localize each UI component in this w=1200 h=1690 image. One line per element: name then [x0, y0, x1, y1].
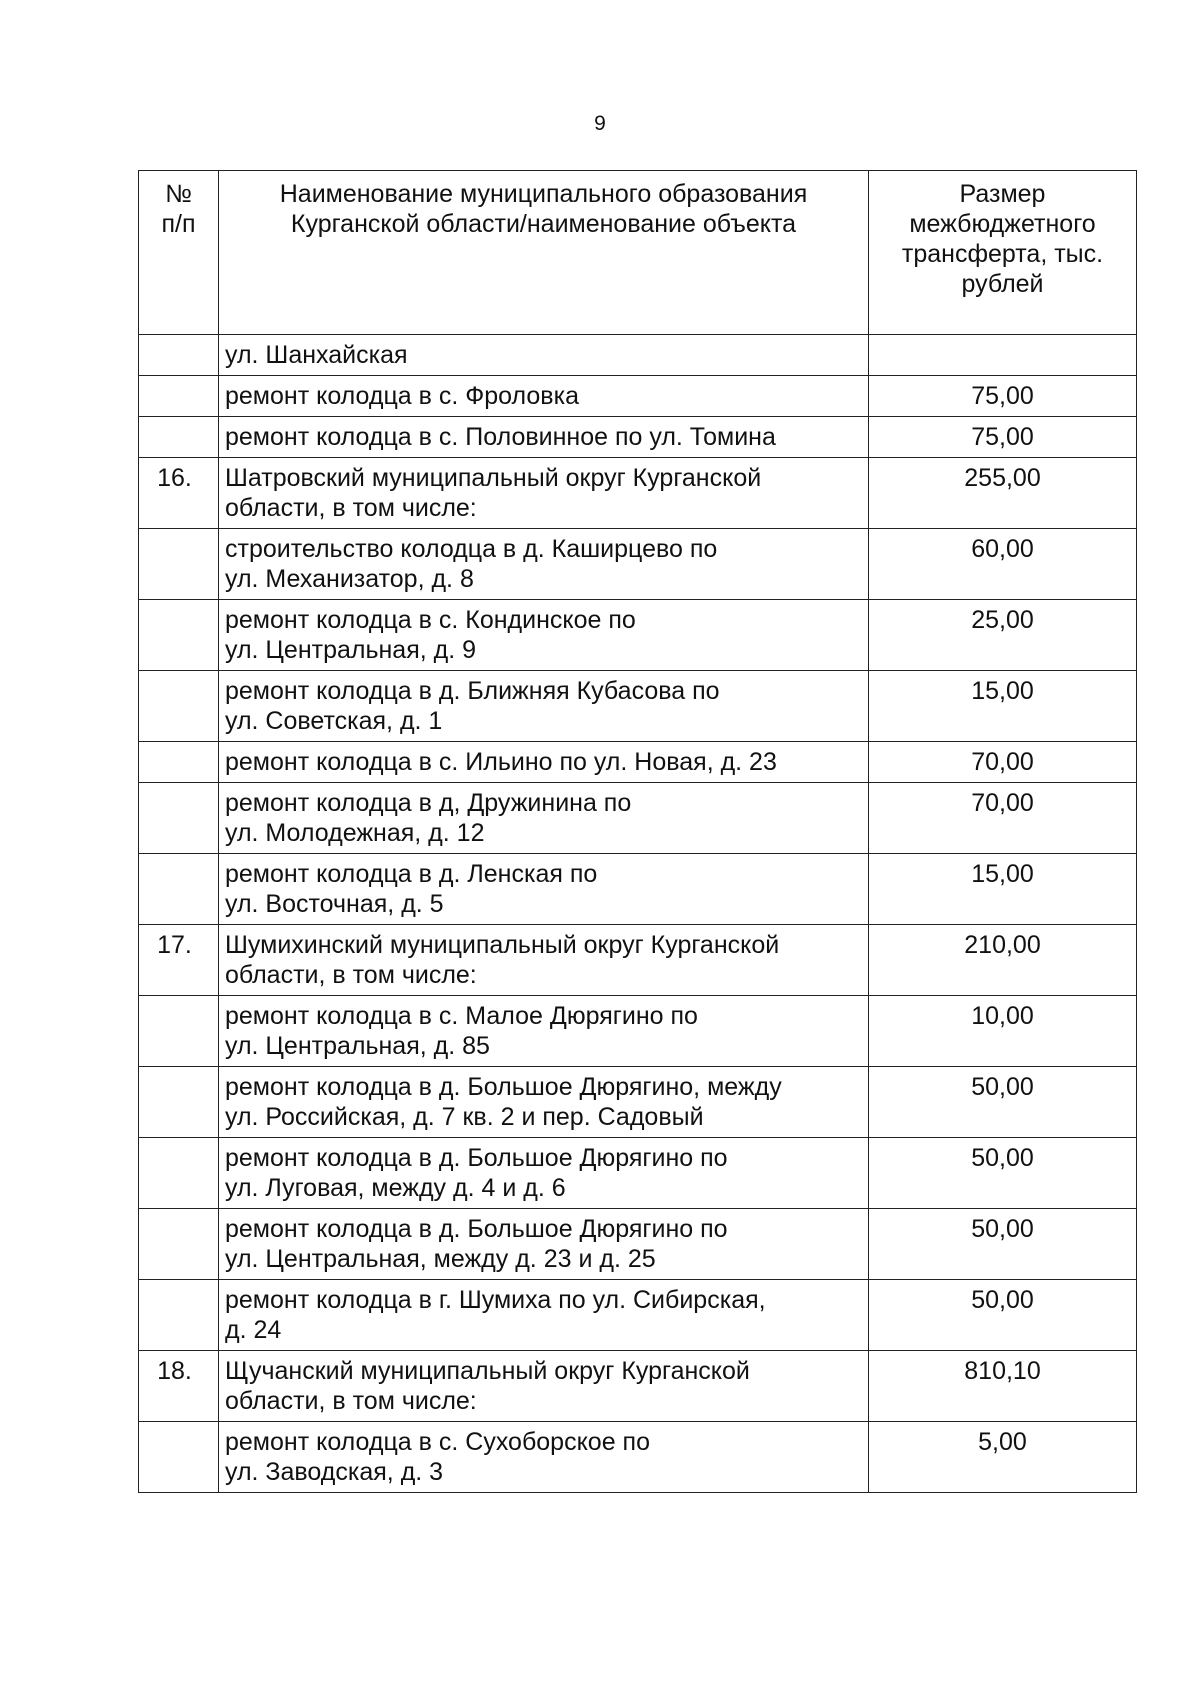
header-amount: Размер межбюджетного трансферта, тыс. рублей — [869, 171, 1137, 335]
table-row — [139, 783, 1137, 854]
row-number-cell — [139, 417, 219, 458]
row-amount-cell: 75,00 — [869, 376, 1137, 417]
header-num: № п/п — [139, 171, 219, 335]
row-number-cell — [139, 671, 219, 742]
row-amount-cell: 15,00 — [869, 671, 1137, 742]
row-amount-cell: 15,00 — [869, 854, 1137, 925]
table-row — [139, 671, 1137, 742]
table-row — [139, 742, 1137, 783]
row-amount-cell — [869, 335, 1137, 376]
row-amount-cell: 50,00 — [869, 1067, 1137, 1138]
row-number-cell: 17. — [139, 925, 219, 996]
row-name-cell: ремонт колодца в с. Сухоборское по ул. Заводская, д. 3 — [219, 1422, 869, 1493]
table-row — [139, 925, 1137, 996]
row-name-cell: Щучанский муниципальный округ Курганской области, в том числе: — [219, 1351, 869, 1422]
row-number-cell — [139, 783, 219, 854]
row-number-cell — [139, 1067, 219, 1138]
row-amount-cell: 60,00 — [869, 529, 1137, 600]
transfer-table — [138, 170, 1137, 1493]
table-row — [139, 600, 1137, 671]
table-header-row — [139, 171, 1137, 335]
row-amount-cell: 10,00 — [869, 996, 1137, 1067]
row-name-cell: ремонт колодца в д. Большое Дюрягино по ул. Центральная, между д. 23 и д. 25 — [219, 1209, 869, 1280]
row-name-cell: ремонт колодца в д. Ленская по ул. Восточная, д. 5 — [219, 854, 869, 925]
row-name-cell: ул. Шанхайская — [219, 335, 869, 376]
row-name-cell: ремонт колодца в д. Ближняя Кубасова по ул. Советская, д. 1 — [219, 671, 869, 742]
table-row — [139, 1280, 1137, 1351]
table-row — [139, 529, 1137, 600]
row-amount-cell: 810,10 — [869, 1351, 1137, 1422]
row-number-cell — [139, 529, 219, 600]
row-number-cell: 18. — [139, 1351, 219, 1422]
table-row — [139, 458, 1137, 529]
table-row — [139, 996, 1137, 1067]
row-amount-cell: 5,00 — [869, 1422, 1137, 1493]
table-row — [139, 1422, 1137, 1493]
table-row — [139, 335, 1137, 376]
row-amount-cell: 25,00 — [869, 600, 1137, 671]
row-amount-cell: 75,00 — [869, 417, 1137, 458]
table-row — [139, 1138, 1137, 1209]
page-number: 9 — [594, 112, 606, 135]
table-row — [139, 1351, 1137, 1422]
row-name-cell: ремонт колодца в с. Кондинское по ул. Центральная, д. 9 — [219, 600, 869, 671]
row-amount-cell: 255,00 — [869, 458, 1137, 529]
row-name-cell: Шумихинский муниципальный округ Курганской области, в том числе: — [219, 925, 869, 996]
row-amount-cell: 50,00 — [869, 1280, 1137, 1351]
row-name-cell: ремонт колодца в г. Шумиха по ул. Сибирская, д. 24 — [219, 1280, 869, 1351]
row-number-cell — [139, 742, 219, 783]
header-name: Наименование муниципального образования Курганской области/наименование объекта — [219, 171, 869, 335]
row-number-cell — [139, 996, 219, 1067]
row-amount-cell: 50,00 — [869, 1209, 1137, 1280]
row-amount-cell: 70,00 — [869, 742, 1137, 783]
table-row — [139, 417, 1137, 458]
row-amount-cell: 50,00 — [869, 1138, 1137, 1209]
row-number-cell: 16. — [139, 458, 219, 529]
table-body — [139, 335, 1137, 1493]
row-name-cell: ремонт колодца в д. Большое Дюрягино, между ул. Российская, д. 7 кв. 2 и пер. Садовый — [219, 1067, 869, 1138]
row-amount-cell: 210,00 — [869, 925, 1137, 996]
row-name-cell: ремонт колодца в с. Ильино по ул. Новая, д. 23 — [219, 742, 869, 783]
row-number-cell — [139, 1422, 219, 1493]
row-name-cell: Шатровский муниципальный округ Курганской области, в том числе: — [219, 458, 869, 529]
row-number-cell — [139, 1138, 219, 1209]
row-number-cell — [139, 335, 219, 376]
row-name-cell: ремонт колодца в с. Малое Дюрягино по ул. Центральная, д. 85 — [219, 996, 869, 1067]
row-amount-cell: 70,00 — [869, 783, 1137, 854]
row-number-cell — [139, 1280, 219, 1351]
table-row — [139, 854, 1137, 925]
row-name-cell: строительство колодца в д. Каширцево по ул. Механизатор, д. 8 — [219, 529, 869, 600]
row-name-cell: ремонт колодца в д. Большое Дюрягино по ул. Луговая, между д. 4 и д. 6 — [219, 1138, 869, 1209]
row-name-cell: ремонт колодца в с. Фроловка — [219, 376, 869, 417]
row-number-cell — [139, 1209, 219, 1280]
table-row — [139, 1067, 1137, 1138]
row-number-cell — [139, 376, 219, 417]
table-row — [139, 376, 1137, 417]
row-name-cell: ремонт колодца в д, Дружинина по ул. Молодежная, д. 12 — [219, 783, 869, 854]
row-number-cell — [139, 600, 219, 671]
table-row — [139, 1209, 1137, 1280]
row-number-cell — [139, 854, 219, 925]
row-name-cell: ремонт колодца в с. Половинное по ул. Томина — [219, 417, 869, 458]
